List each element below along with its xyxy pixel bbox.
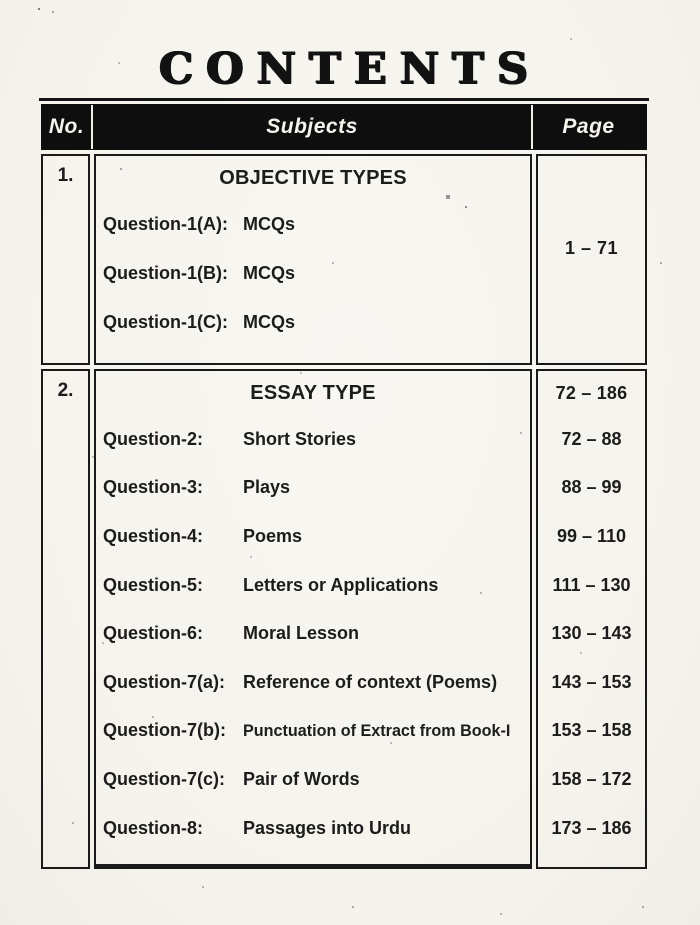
page-range [538, 804, 645, 853]
question-label: Question-7(c): [103, 768, 226, 789]
toc-entry [96, 561, 530, 610]
page-range-text: 158 – 172 [551, 768, 632, 789]
question-label: Question-6: [103, 623, 204, 644]
question-subject: Short Stories [243, 428, 357, 449]
page-range [538, 512, 645, 561]
header-subjects: Subjects [93, 105, 533, 149]
toc-entry [96, 707, 530, 756]
page-range-text: 88 – 99 [561, 477, 622, 498]
contents-table [41, 104, 647, 869]
page-range-text: 111 – 130 [552, 574, 631, 595]
section-1-subjects [94, 154, 532, 365]
question-label: Question-2: [103, 428, 204, 449]
toc-entry [96, 200, 530, 249]
page-range-text: 72 – 88 [561, 428, 622, 449]
question-label: Question-4: [103, 525, 204, 546]
page-range [538, 755, 645, 804]
toc-entry [96, 804, 530, 853]
page-title: CONTENTS [158, 44, 542, 94]
toc-entry [96, 249, 530, 298]
page-range [538, 658, 645, 707]
section-1-heading: OBJECTIVE TYPES [219, 166, 407, 189]
header-no: No. [42, 105, 93, 149]
section-2-number: 2. [41, 369, 90, 869]
section-page-range: 72 – 186 [555, 382, 628, 403]
page-range [538, 561, 645, 610]
question-label: Question-1(A): [103, 214, 228, 234]
toc-entry [96, 415, 530, 464]
toc-entry [96, 609, 530, 658]
toc-entry [96, 512, 530, 561]
page-range-text: 99 – 110 [556, 525, 627, 546]
question-subject: Passages into Urdu [243, 817, 412, 838]
question-subject: Reference of context (Poems) [243, 671, 498, 692]
question-label: Question-7(a): [103, 671, 226, 692]
question-subject: MCQs [243, 312, 296, 332]
page-range-text: 143 – 153 [551, 671, 632, 692]
scan-noise [0, 0, 2, 2]
table-header-row [41, 104, 647, 150]
section-1-pages [536, 154, 647, 365]
toc-entry [96, 658, 530, 707]
page-range [538, 464, 645, 513]
question-subject: Plays [243, 477, 291, 498]
page-range [538, 415, 645, 464]
page-range-text: 153 – 158 [551, 720, 632, 741]
toc-entry [96, 298, 530, 347]
page-range-text: 130 – 143 [551, 623, 632, 644]
page-range-text: 173 – 186 [551, 817, 632, 838]
page-range: 1 – 71 [564, 238, 619, 258]
question-label: Question-1(C): [103, 312, 228, 332]
question-subject: Poems [243, 525, 303, 546]
question-subject: Letters or Applications [243, 574, 439, 595]
section-1-number: 1. [41, 154, 90, 365]
toc-entry [96, 755, 530, 804]
question-label: Question-7(b): [103, 720, 226, 741]
toc-entry [96, 464, 530, 513]
question-label: Question-3: [103, 477, 204, 498]
question-subject: MCQs [243, 263, 296, 283]
question-label: Question-5: [103, 574, 204, 595]
question-subject: Pair of Words [243, 768, 360, 789]
page-range [538, 707, 645, 756]
question-label: Question-1(B): [103, 263, 228, 283]
question-subject: Moral Lesson [243, 623, 360, 644]
section-2-subjects [94, 369, 532, 869]
section-2-heading: ESSAY TYPE [250, 381, 376, 404]
section-2-pages [536, 369, 647, 869]
question-subject: MCQs [243, 214, 296, 234]
page-range [538, 609, 645, 658]
question-label: Question-8: [103, 817, 204, 838]
header-page: Page [562, 115, 615, 138]
question-subject: Punctuation of Extract from Book-I [243, 720, 511, 740]
